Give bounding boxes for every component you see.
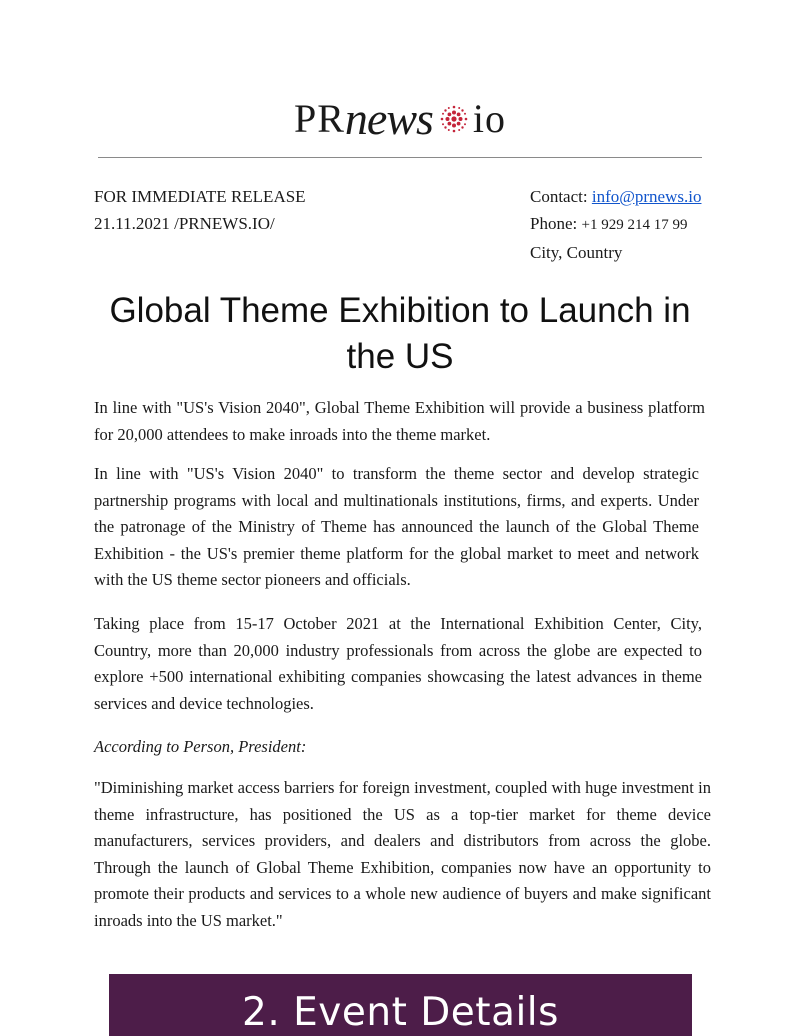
page-title: Global Theme Exhibition to Launch in the US [109, 291, 691, 376]
release-info [94, 183, 306, 237]
contact-info [530, 183, 701, 266]
phone-label: Phone: [530, 214, 578, 233]
release-dateline: 21.11.2021 /PRNEWS.IO/ [94, 214, 275, 233]
paragraph-intro: In line with "US's Vision 2040", Global Theme Exhibition will provide a business platform for 20,000 attendees to make inroads into the theme market. [94, 398, 705, 444]
contact-email-link[interactable]: info@prnews.io [591, 187, 702, 206]
section-banner-label: 2. Event Details [242, 990, 559, 1035]
paragraph-event-info: Taking place from 15-17 October 2021 at the International Exhibition Center, City, Country, more than 20,000 industry professionals from across the globe are expected to explore +500 international exhibiting companies showcasing the latest advances in theme services and device technologies. [94, 614, 702, 713]
logo-text-pr: PR [293, 96, 345, 141]
section-banner-event-details [109, 974, 692, 1036]
phone-number: +1 929 214 17 99 [581, 217, 688, 233]
paragraph-vision: In line with "US's Vision 2040" to transform the theme sector and develop strategic partnership programs with local and multinationals institutions, firms, and experts. Under the patronage of the Ministry of Theme has announced the launch of the Global Theme Exhibition - the US's premier theme platform for the global market to meet and network with the US theme sector pioneers and officials. [94, 464, 699, 589]
red-dot-sphere-icon [439, 104, 469, 134]
logo-text-io: io [472, 96, 507, 141]
contact-label: Contact: [530, 187, 588, 206]
contact-line [530, 183, 701, 210]
contact-location: City, Country [530, 243, 623, 262]
logo-text-news: news [344, 93, 433, 144]
release-label: FOR IMMEDIATE RELEASE [94, 187, 306, 206]
quote-attribution: According to Person, President: [94, 737, 307, 756]
header-divider [98, 157, 702, 158]
prnews-logo [0, 92, 800, 145]
quote-text: "Diminishing market access barriers for foreign investment, coupled with huge investment in theme infrastructure, has positioned the US as a top-tier market for theme device manufacturers, services providers, and dealers and distributors from across the globe. Through the launch of Global Theme Exhibition, companies now have an opportunity to promote their products and services to a whole new audience of buyers and make significant inroads into the US market." [94, 778, 711, 930]
phone-line [530, 210, 701, 239]
